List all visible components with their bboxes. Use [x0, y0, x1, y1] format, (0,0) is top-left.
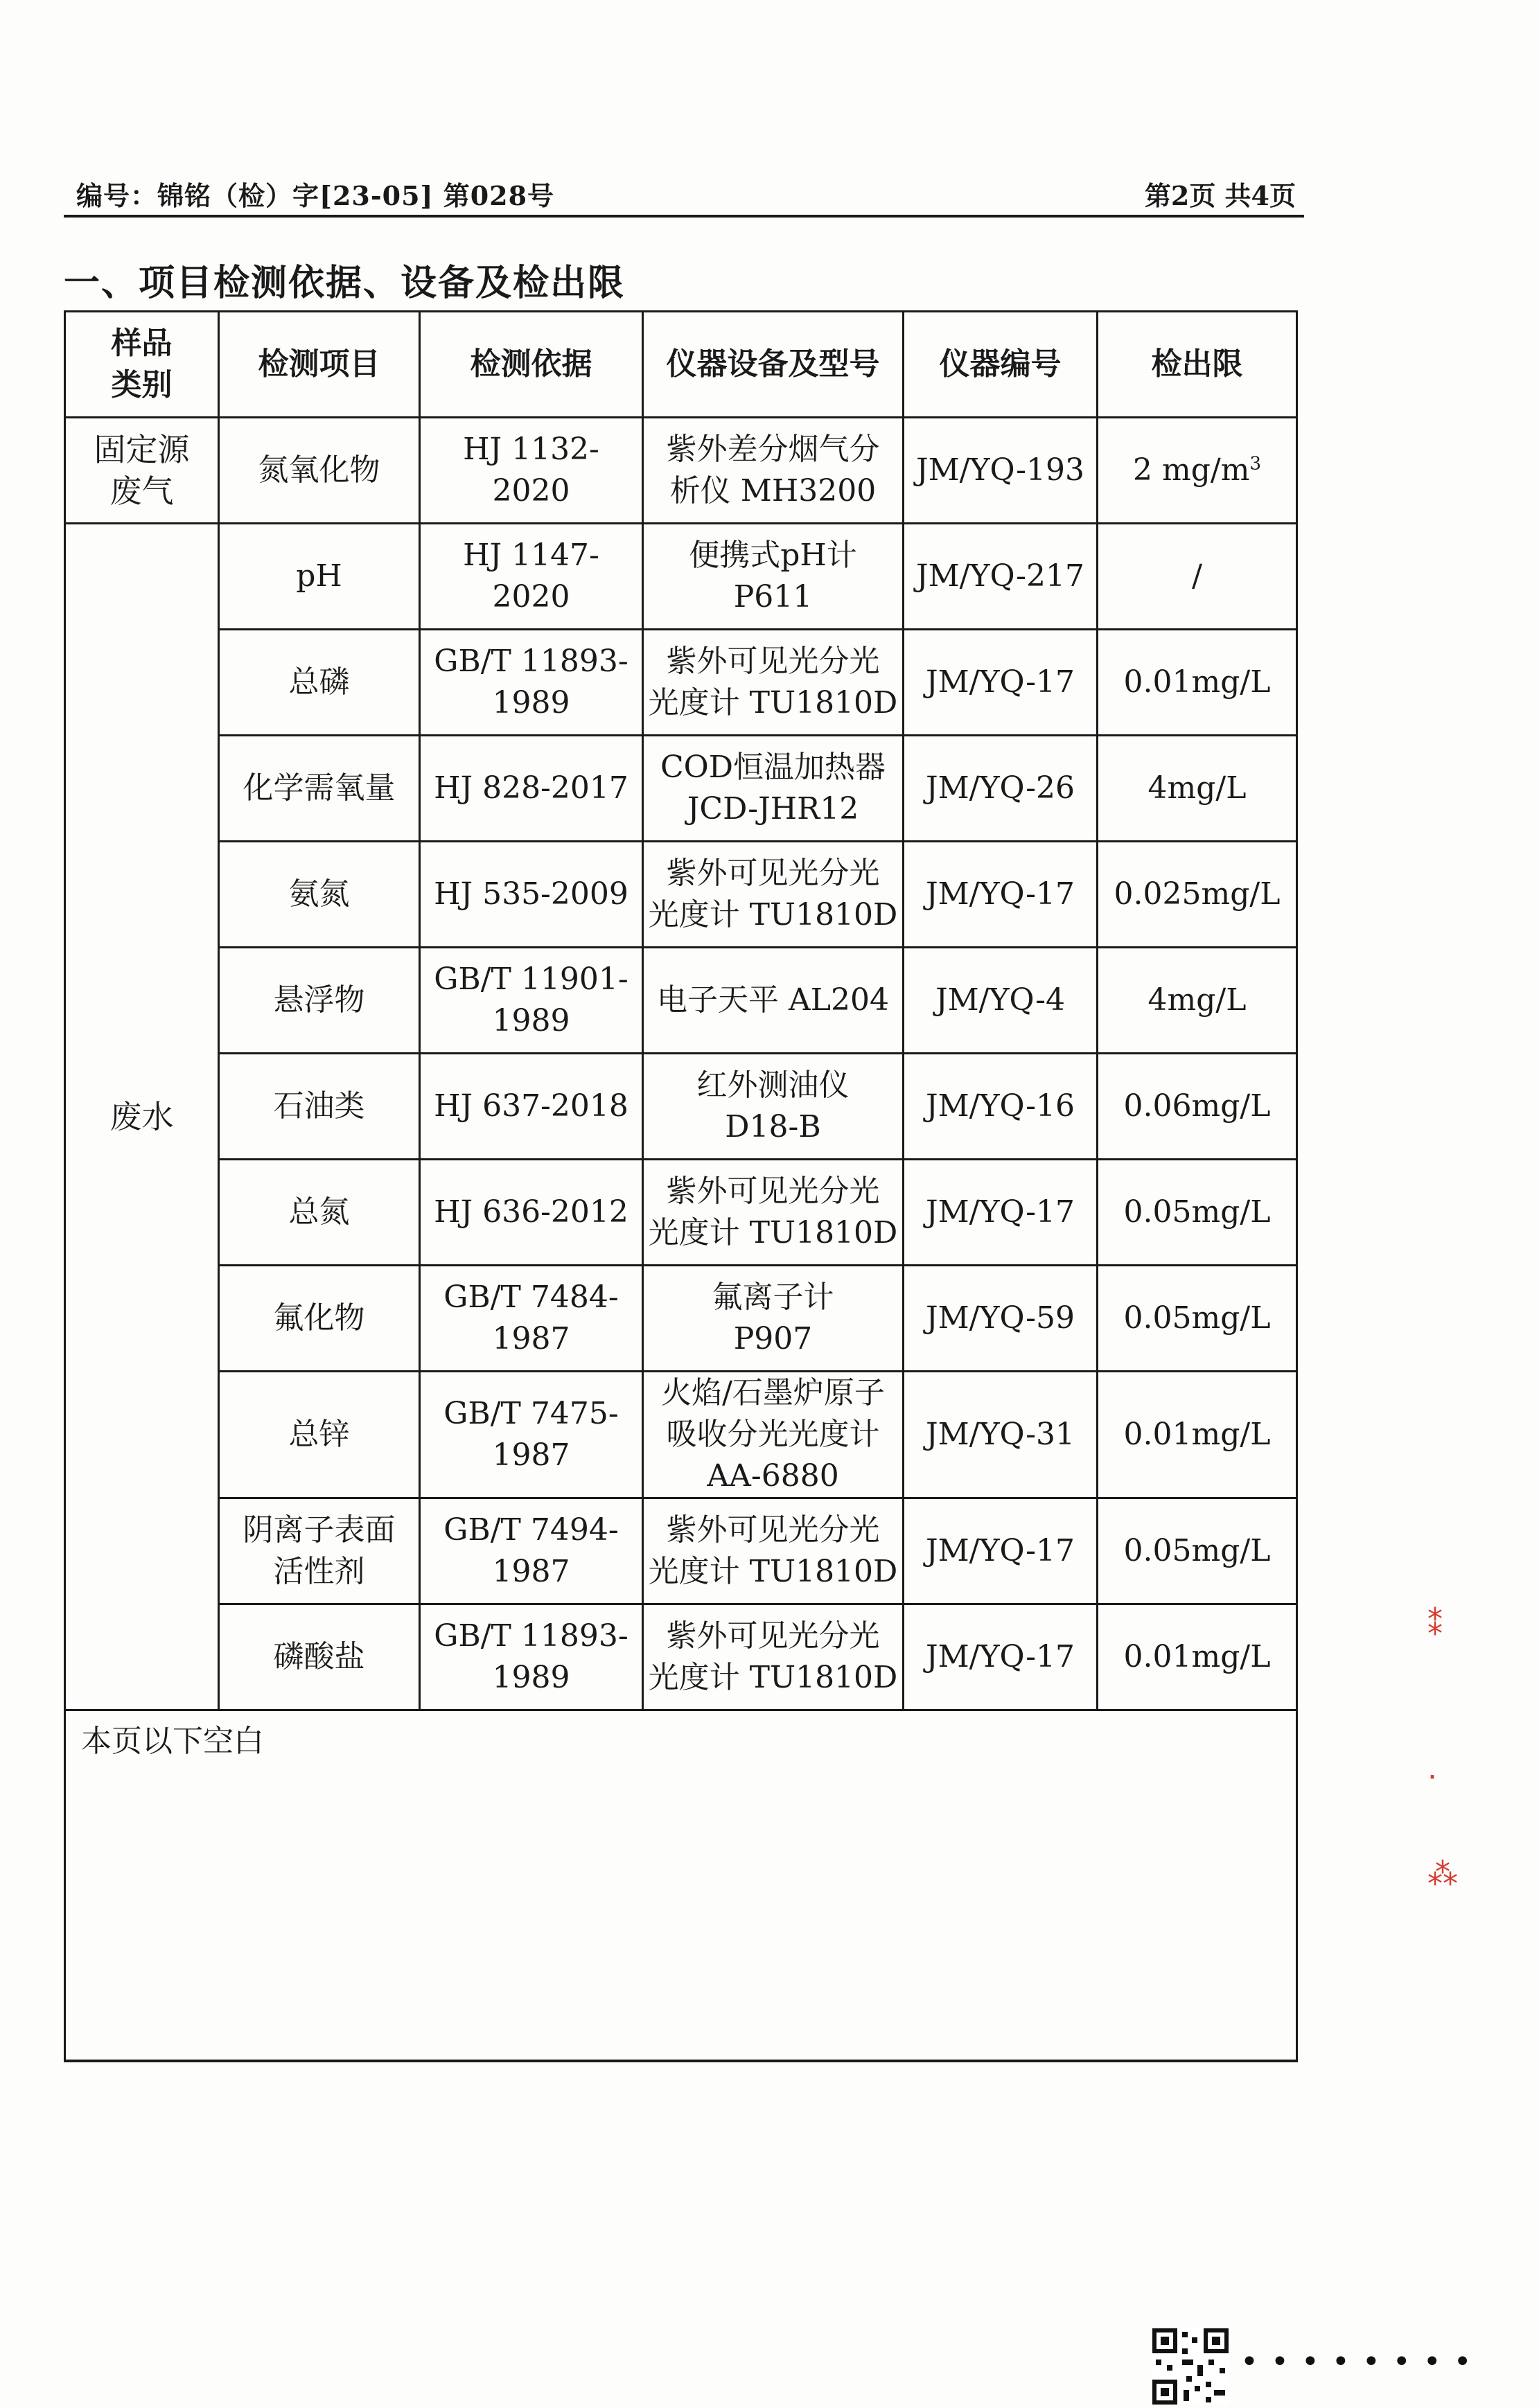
- cell-instrument: 火焰/石墨炉原子 吸收分光光度计 AA-6880: [643, 1372, 904, 1498]
- cell-limit: 0.01mg/L: [1098, 1372, 1297, 1498]
- cell-limit: /: [1098, 524, 1297, 630]
- cell-instrument: 紫外可见光分光 光度计 TU1810D: [643, 630, 904, 736]
- cell-item: pH: [219, 524, 420, 630]
- cell-instrument-no: JM/YQ-193: [904, 418, 1098, 524]
- cell-limit: 0.05mg/L: [1098, 1266, 1297, 1372]
- cell-basis: HJ 636-2012: [420, 1160, 643, 1266]
- cell-limit: 2 $mg/m^3$: [1098, 418, 1297, 524]
- doc-number: 编号：锦铭（检）字[23-05] 第028号: [76, 180, 555, 211]
- table-row: [65, 1372, 1297, 1498]
- table-row: [65, 1160, 1297, 1266]
- cell-basis: HJ 828-2017: [420, 736, 643, 842]
- header-limit: 检出限: [1098, 312, 1297, 418]
- cell-limit: 0.05mg/L: [1098, 1160, 1297, 1266]
- blank-below-note: 本页以下空白: [65, 1710, 1297, 2062]
- cell-instrument: 紫外可见光分光 光度计 TU1810D: [643, 1498, 904, 1604]
- cell-instrument-no: JM/YQ-17: [904, 630, 1098, 736]
- cell-instrument: 紫外可见光分光 光度计 TU1810D: [643, 842, 904, 948]
- table-row: [65, 524, 1297, 630]
- cell-instrument: 紫外可见光分光 光度计 TU1810D: [643, 1160, 904, 1266]
- table-row: [65, 842, 1297, 948]
- page-info: 第2页 共4页: [1144, 180, 1296, 211]
- cell-item: 总氮: [219, 1160, 420, 1266]
- category-water: 废水: [65, 524, 219, 1710]
- cell-item: 总磷: [219, 630, 420, 736]
- cell-item: 石油类: [219, 1054, 420, 1160]
- cell-item: 总锌: [219, 1372, 420, 1498]
- seal-edge-mark: ⁑ · ⁂: [1427, 1607, 1458, 1892]
- cell-instrument: 氟离子计 P907: [643, 1266, 904, 1372]
- cell-basis: GB/T 11893- 1989: [420, 1604, 643, 1710]
- cell-instrument-no: JM/YQ-17: [904, 1498, 1098, 1604]
- cell-instrument-no: JM/YQ-217: [904, 524, 1098, 630]
- table-header-row: [65, 312, 1297, 418]
- cell-item: 氮氧化物: [219, 418, 420, 524]
- cell-instrument: 红外测油仪 D18-B: [643, 1054, 904, 1160]
- detection-basis-table: [64, 310, 1298, 2062]
- cell-instrument: 紫外差分烟气分 析仪 MH3200: [643, 418, 904, 524]
- cell-limit: 4mg/L: [1098, 736, 1297, 842]
- cell-instrument-no: JM/YQ-17: [904, 842, 1098, 948]
- decorative-dots: ••••••••: [1240, 2344, 1484, 2380]
- cell-basis: GB/T 7494- 1987: [420, 1498, 643, 1604]
- cell-basis: HJ 1147-2020: [420, 524, 643, 630]
- cell-basis: HJ 535-2009: [420, 842, 643, 948]
- cell-instrument: COD恒温加热器 JCD-JHR12: [643, 736, 904, 842]
- cell-limit: 4mg/L: [1098, 948, 1297, 1054]
- cell-limit: 0.01mg/L: [1098, 630, 1297, 736]
- table-row: [65, 736, 1297, 842]
- cell-instrument-no: JM/YQ-31: [904, 1372, 1098, 1498]
- table-row: [65, 1266, 1297, 1372]
- table-row: [65, 418, 1297, 524]
- table-row: [65, 630, 1297, 736]
- cell-item: 氟化物: [219, 1266, 420, 1372]
- table-footer-row: [65, 1710, 1297, 2062]
- cell-instrument-no: JM/YQ-26: [904, 736, 1098, 842]
- cell-limit: 0.01mg/L: [1098, 1604, 1297, 1710]
- cell-limit: 0.06mg/L: [1098, 1054, 1297, 1160]
- cell-instrument-no: JM/YQ-17: [904, 1160, 1098, 1266]
- cell-basis: GB/T 11901- 1989: [420, 948, 643, 1054]
- cell-item: 磷酸盐: [219, 1604, 420, 1710]
- document-header: [76, 175, 1296, 216]
- table-row: [65, 1054, 1297, 1160]
- qr-code-icon: [1152, 2328, 1229, 2405]
- header-instrument: 仪器设备及型号: [643, 312, 904, 418]
- header-item: 检测项目: [219, 312, 420, 418]
- cell-basis: HJ 637-2018: [420, 1054, 643, 1160]
- cell-instrument-no: JM/YQ-59: [904, 1266, 1098, 1372]
- cell-item: 氨氮: [219, 842, 420, 948]
- cell-instrument-no: JM/YQ-16: [904, 1054, 1098, 1160]
- section-title: 一、项目检测依据、设备及检出限: [64, 262, 626, 304]
- cell-item: 化学需氧量: [219, 736, 420, 842]
- cell-basis: GB/T 7484- 1987: [420, 1266, 643, 1372]
- cell-basis: GB/T 7475- 1987: [420, 1372, 643, 1498]
- table-row: [65, 1498, 1297, 1604]
- table-row: [65, 948, 1297, 1054]
- cell-basis: HJ 1132-2020: [420, 418, 643, 524]
- cell-instrument-no: JM/YQ-17: [904, 1604, 1098, 1710]
- cell-limit: 0.05mg/L: [1098, 1498, 1297, 1604]
- category-gas: 固定源 废气: [65, 418, 219, 524]
- header-instrument-no: 仪器编号: [904, 312, 1098, 418]
- header-basis: 检测依据: [420, 312, 643, 418]
- cell-limit: 0.025mg/L: [1098, 842, 1297, 948]
- cell-instrument: 电子天平 AL204: [643, 948, 904, 1054]
- cell-instrument: 便携式pH计 P611: [643, 524, 904, 630]
- cell-basis: GB/T 11893- 1989: [420, 630, 643, 736]
- cell-instrument-no: JM/YQ-4: [904, 948, 1098, 1054]
- table-row: [65, 1604, 1297, 1710]
- cell-item: 悬浮物: [219, 948, 420, 1054]
- cell-instrument: 紫外可见光分光 光度计 TU1810D: [643, 1604, 904, 1710]
- header-rule: [64, 215, 1304, 218]
- header-category: 样品 类别: [65, 312, 219, 418]
- cell-item: 阴离子表面 活性剂: [219, 1498, 420, 1604]
